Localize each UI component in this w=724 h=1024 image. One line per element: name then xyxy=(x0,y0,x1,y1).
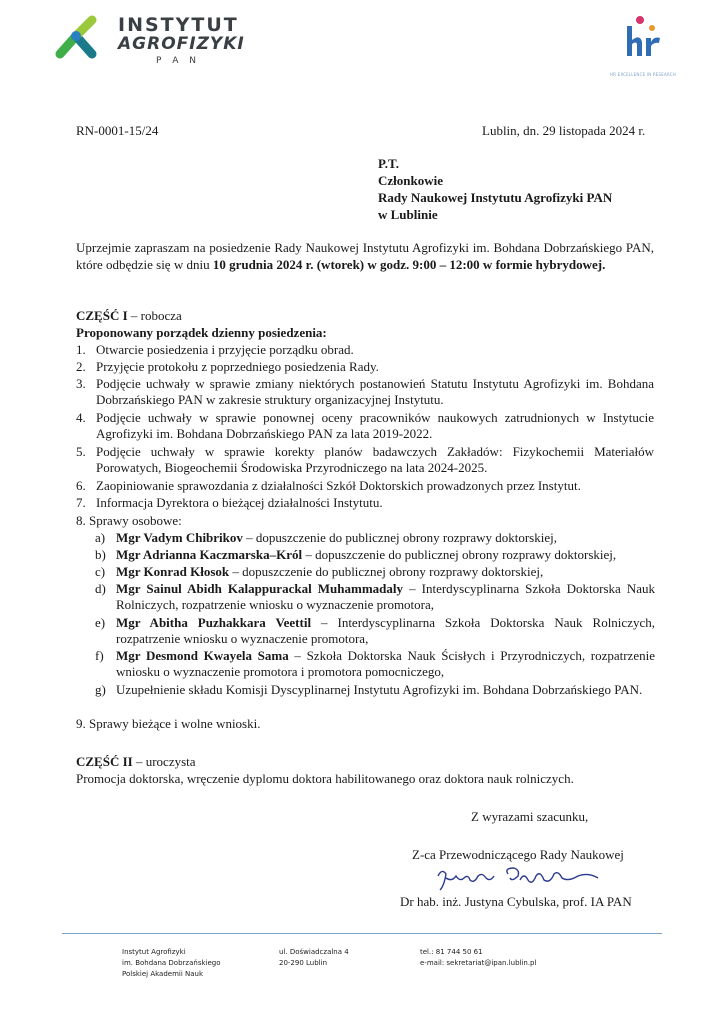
item-number: 5. xyxy=(76,444,86,459)
sub-item xyxy=(95,648,655,680)
sub-letter: f) xyxy=(95,648,104,663)
item-8-heading: 8. Sprawy osobowe: xyxy=(76,513,182,528)
item-text: Zaopiniowanie sprawozdania z działalności Szkół Doktorskich prowadzonych przez Instytut. xyxy=(96,478,581,493)
item-text: Otwarcie posiedzenia i przyjęcie porządku obrad. xyxy=(96,342,354,357)
addressee-line2: Członkowie xyxy=(378,173,443,188)
sub-letter: g) xyxy=(95,682,106,697)
item-number: 4. xyxy=(76,410,86,425)
item-number: 3. xyxy=(76,376,86,391)
closing-regards: Z wyrazami szacunku, xyxy=(471,809,589,824)
sub-item xyxy=(95,615,655,647)
sub-name: Mgr Desmond Kwayela Sama xyxy=(116,648,289,663)
sub-text: – dopuszczenie do publicznej obrony rozprawy doktorskiej, xyxy=(302,547,617,562)
part1-heading-bold: CZĘŚĆ I xyxy=(76,308,128,323)
agenda-title: Proponowany porządek dzienny posiedzenia: xyxy=(76,325,327,340)
list-item xyxy=(76,359,654,375)
footer-email[interactable]: e-mail: sekretariat@ipan.lublin.pl xyxy=(420,959,537,967)
sub-item xyxy=(95,682,655,714)
part2-heading-bold: CZĘŚĆ II xyxy=(76,754,133,769)
intro-bold: 10 grudnia 2024 r. (wtorek) w godz. 9:00 – 12:00 w formie hybrydowej. xyxy=(212,257,606,272)
item-text: Przyjęcie protokołu z poprzedniego posiedzenia Rady. xyxy=(96,359,379,374)
sub-letter: d) xyxy=(95,581,106,596)
item-number: 1. xyxy=(76,342,86,357)
item-text: Podjęcie uchwały w sprawie korekty planów badawczych Zakładów: Fizykochemii Materiałów Porowatych, Biogeochemii Środowiska Przyrodniczego na lata 2024-2025. xyxy=(96,444,654,475)
part2-text: Promocja doktorska, wręczenie dyplomu doktora habilitowanego oraz doktora nauk rolniczych. xyxy=(76,771,574,786)
list-item xyxy=(76,478,654,494)
list-item xyxy=(76,376,654,408)
addressee xyxy=(378,155,612,223)
footer-address xyxy=(122,947,221,980)
handwritten-signature xyxy=(428,864,608,894)
sub-item xyxy=(95,564,655,580)
addressee-line3: Rady Naukowej Instytutu Agrofizyki PAN xyxy=(378,190,613,205)
item-text: Podjęcie uchwały w sprawie ponownej oceny pracowników naukowych zatrudnionych w Instytucie Agrofizyki im. Bohdana Dobrzańskiego PAN za lata 2019-2022. xyxy=(96,410,654,441)
institute-logo-icon xyxy=(52,12,108,68)
sub-letter: e) xyxy=(95,615,106,630)
footer-line: Instytut Agrofizyki xyxy=(122,948,186,956)
intro-text: Uprzejmie zapraszam na posiedzenie Rady Naukowej Instytutu Agrofizyki im. Bohdana Dobrzańskiego PAN, które odbędzie się w dniu xyxy=(76,240,654,272)
signatory-role: Z-ca Przewodniczącego Rady Naukowej xyxy=(412,847,624,862)
institute-logo xyxy=(52,12,262,72)
sub-text: – dopuszczenie do publicznej obrony rozprawy doktorskiej, xyxy=(229,564,544,579)
sub-letter: a) xyxy=(95,530,106,545)
footer-line: im. Bohdana Dobrzańskiego xyxy=(122,959,221,967)
sub-text: Uzupełnienie składu Komisji Dyscyplinarnej Instytutu Agrofizyki im. Bohdana Dobrzańskiego PAN. xyxy=(116,682,643,697)
logo-line3: P A N xyxy=(156,56,201,66)
hr-logo-icon xyxy=(622,14,666,68)
footer-phone: tel.: 81 744 50 61 xyxy=(420,948,483,956)
addressee-line1: P.T. xyxy=(378,156,399,171)
addressee-line4: w Lublinie xyxy=(378,207,438,222)
footer-divider xyxy=(62,933,662,934)
list-item xyxy=(76,444,654,476)
list-item xyxy=(76,495,654,511)
sub-text: – Interdyscyplinarna Szkoła Doktorska Nauk Rolniczych, rozpatrzenie wniosku o wyznaczenie promotora, xyxy=(116,581,655,612)
part2-heading-rest: – uroczysta xyxy=(132,754,196,769)
reference-number: RN-0001-15/24 xyxy=(76,123,159,138)
sub-name: Mgr Abitha Puzhakkara Veettil xyxy=(116,615,312,630)
sub-name: Mgr Vadym Chibrikov xyxy=(116,530,243,545)
part1-heading-rest: – robocza xyxy=(127,308,182,323)
item-number: 6. xyxy=(76,478,86,493)
footer-line: ul. Doświadczalna 4 xyxy=(279,948,349,956)
footer-contact xyxy=(420,947,536,969)
sub-item xyxy=(95,530,655,546)
sub-item xyxy=(95,547,655,563)
signatory-name: Dr hab. inż. Justyna Cybulska, prof. IA PAN xyxy=(400,894,632,909)
sub-text: – Szkoła Doktorska Nauk Ścisłych i Przyrodniczych, rozpatrzenie wniosku o wyznaczenie promotora i promotora pomocniczego, xyxy=(116,648,655,679)
intro-paragraph xyxy=(76,239,654,273)
list-item xyxy=(76,342,654,358)
item-9: 9. Sprawy bieżące i wolne wnioski. xyxy=(76,716,261,731)
sub-letter: b) xyxy=(95,547,106,562)
sub-name: Mgr Adrianna Kaczmarska–Król xyxy=(116,547,303,562)
place-date: Lublin, dn. 29 listopada 2024 r. xyxy=(482,123,646,138)
logo-line2: AGROFIZYKI xyxy=(118,34,245,54)
item-number: 7. xyxy=(76,495,86,510)
sub-text: – Interdyscyplinarna Szkoła Doktorska Nauk Rolniczych, rozpatrzenie wniosku o wyznaczenie promotora, xyxy=(116,615,655,646)
part2-heading xyxy=(76,754,196,770)
sub-name: Mgr Sainul Abidh Kalappurackal Muhammadaly xyxy=(116,581,403,596)
footer-street xyxy=(279,947,349,969)
sub-text: – dopuszczenie do publicznej obrony rozprawy doktorskiej, xyxy=(242,530,557,545)
sub-letter: c) xyxy=(95,564,106,579)
item-text: Podjęcie uchwały w sprawie zmiany niektórych postanowień Statutu Instytutu Agrofizyki im. Bohdana Dobrzańskiego PAN w zakresie struktury organizacyjnej Instytutu. xyxy=(96,376,654,407)
footer-line: 20-290 Lublin xyxy=(279,959,328,967)
logo-line1: INSTYTUT xyxy=(118,14,239,36)
footer-line: Polskiej Akademii Nauk xyxy=(122,970,204,978)
item-text: Informacja Dyrektora o bieżącej działalności Instytutu. xyxy=(96,495,383,510)
sub-item xyxy=(95,581,655,613)
hr-excellence-logo xyxy=(600,14,686,76)
list-item xyxy=(76,410,654,442)
hr-tagline: HR EXCELLENCE IN RESEARCH xyxy=(610,72,676,77)
item-number: 2. xyxy=(76,359,86,374)
sub-name: Mgr Konrad Kłosok xyxy=(116,564,230,579)
part1-heading xyxy=(76,308,182,324)
